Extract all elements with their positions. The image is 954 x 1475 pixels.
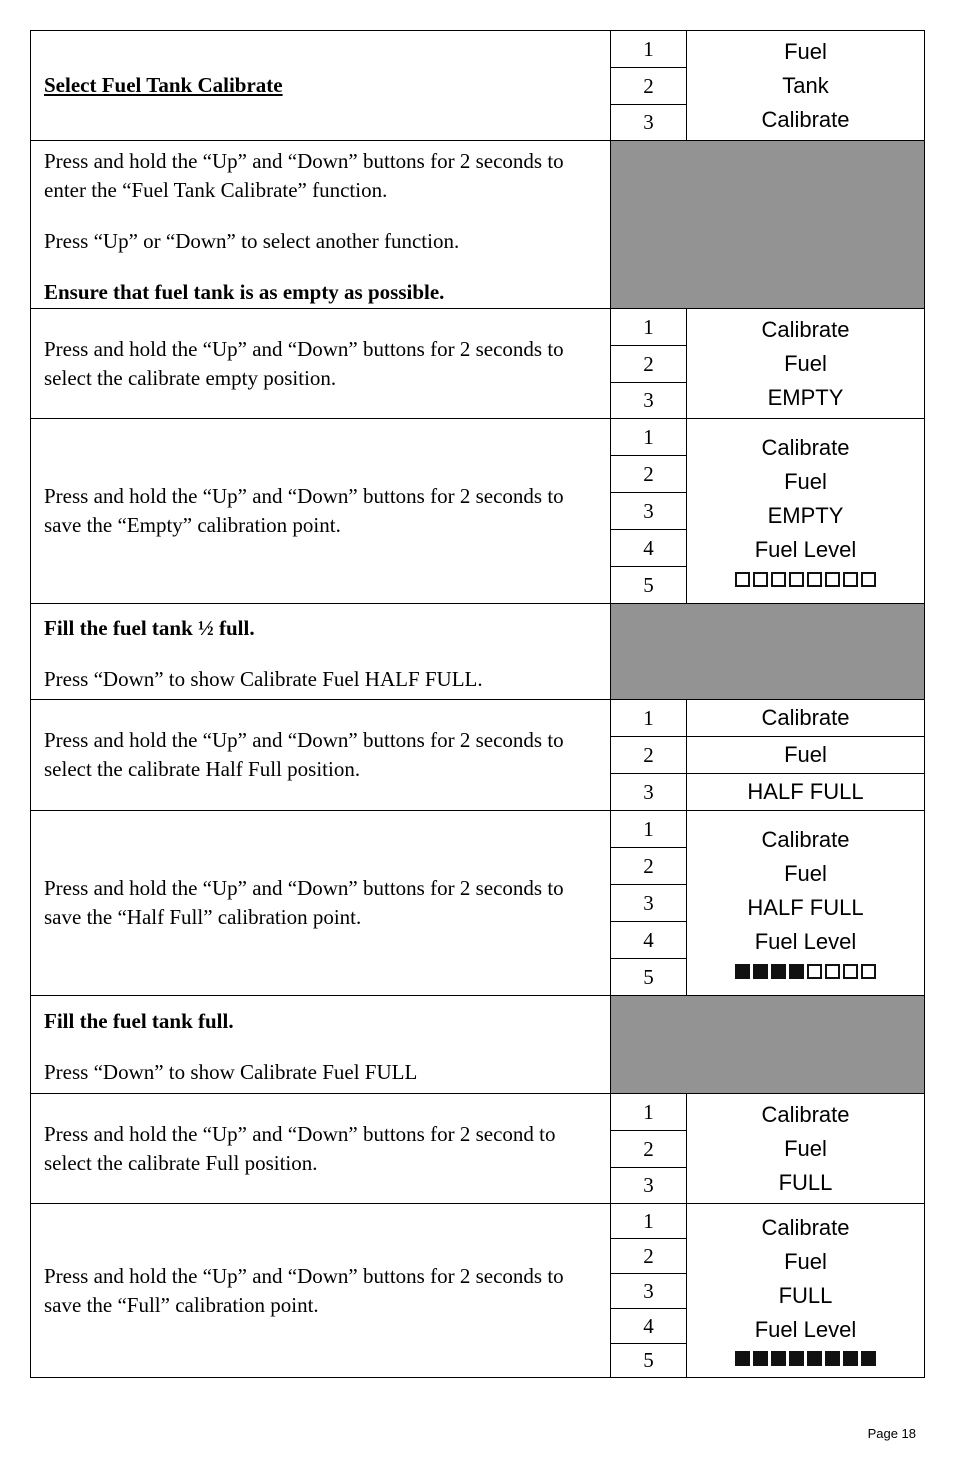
gauge-segment-empty [807, 572, 822, 587]
shaded-cell [611, 996, 925, 1094]
gauge-segment-empty [807, 964, 822, 979]
display-text: Calibrate [761, 106, 850, 132]
gauge-segment-filled [843, 1351, 858, 1366]
instruction-text: Fill the fuel tank ½ full. [44, 615, 255, 640]
display-line-number: 5 [611, 959, 687, 996]
display-text: Fuel Level [754, 929, 857, 954]
display-line-number: 1 [611, 31, 687, 68]
gauge-segment-filled [735, 1351, 750, 1366]
display-line-number: 2 [611, 1239, 687, 1274]
display-line-number: 3 [611, 493, 687, 530]
gauge-segment-filled [861, 1351, 876, 1366]
display-line-number: 3 [611, 383, 687, 419]
step-description: Press and hold the “Up” and “Down” buttons for 2 seconds to save the “Full” calibration point. [31, 1204, 611, 1378]
display-line-number: 4 [611, 530, 687, 567]
step-description [31, 604, 611, 700]
gauge-segment-empty [735, 572, 750, 587]
display-readout [687, 419, 925, 604]
display-line-number: 2 [611, 68, 687, 105]
step-row [31, 604, 925, 700]
display-line-number: 2 [611, 848, 687, 885]
display-readout [687, 309, 925, 419]
fuel-level-gauge [687, 567, 924, 591]
step-description: Press and hold the “Up” and “Down” buttons for 2 seconds to save the “Empty” calibration point. [31, 419, 611, 604]
display-line-number: 3 [611, 1274, 687, 1309]
display-text: Fuel [784, 38, 827, 64]
display-text: FULL [778, 1169, 833, 1195]
step-description: Press and hold the “Up” and “Down” buttons for 2 seconds to select the calibrate empty position. [31, 309, 611, 419]
gauge-segment-filled [807, 1351, 822, 1366]
display-text: Fuel [687, 737, 925, 774]
step-description: Press and hold the “Up” and “Down” buttons for 2 second to select the calibrate Full position. [31, 1094, 611, 1204]
gauge-segment-empty [753, 572, 768, 587]
shaded-cell [611, 141, 925, 309]
gauge-segment-filled [753, 964, 768, 979]
instruction-text: Ensure that fuel tank is as empty as possible. [44, 279, 445, 304]
step-description [31, 141, 611, 309]
step-row [31, 419, 925, 456]
display-text: HALF FULL [747, 895, 864, 920]
step-row [31, 1204, 925, 1239]
page-number: Page 18 [867, 1426, 916, 1441]
display-text: EMPTY [767, 384, 844, 410]
display-line-number: 5 [611, 1344, 687, 1378]
gauge-segment-empty [771, 572, 786, 587]
display-line-number: 1 [611, 1094, 687, 1131]
step-row [31, 141, 925, 309]
gauge-segment-filled [771, 1351, 786, 1366]
calibration-steps-table [30, 30, 925, 1378]
instruction-text: Press and hold the “Up” and “Down” buttons for 2 seconds to enter the “Fuel Tank Calibrate” function. [44, 148, 564, 202]
display-line-number: 3 [611, 885, 687, 922]
gauge-segment-empty [861, 964, 876, 979]
gauge-segment-empty [861, 572, 876, 587]
display-text: Fuel [784, 1248, 827, 1274]
display-text: Calibrate [687, 700, 925, 737]
display-line-number: 2 [611, 737, 687, 774]
instruction-text: Fill the fuel tank full. [44, 1008, 234, 1033]
display-line-number: 1 [611, 700, 687, 737]
gauge-segment-filled [735, 964, 750, 979]
instruction-text: Press “Down” to show Calibrate Fuel FULL [44, 1059, 418, 1084]
gauge-segment-empty [825, 964, 840, 979]
display-line-number: 5 [611, 567, 687, 604]
gauge-segment-empty [825, 572, 840, 587]
step-row [31, 996, 925, 1094]
step-description: Press and hold the “Up” and “Down” buttons for 2 seconds to select the calibrate Half Full position. [31, 700, 611, 811]
display-readout [687, 811, 925, 996]
display-readout [687, 1204, 925, 1378]
step-row [31, 309, 925, 346]
gauge-segment-empty [843, 964, 858, 979]
step-row [31, 700, 925, 737]
display-line-number: 3 [611, 105, 687, 141]
step-row [31, 1094, 925, 1131]
display-text: Calibrate [761, 435, 850, 460]
display-line-number: 1 [611, 419, 687, 456]
gauge-segment-filled [789, 964, 804, 979]
display-readout [687, 31, 925, 141]
gauge-segment-empty [843, 572, 858, 587]
display-text: Fuel [784, 1135, 827, 1161]
display-text: HALF FULL [687, 774, 925, 811]
gauge-segment-filled [825, 1351, 840, 1366]
instruction-text: Press “Up” or “Down” to select another function. [44, 228, 460, 253]
gauge-segment-filled [771, 964, 786, 979]
instruction-text: Press “Down” to show Calibrate Fuel HALF FULL. [44, 666, 483, 691]
display-text: FULL [778, 1282, 833, 1308]
display-readout [687, 1094, 925, 1204]
display-line-number: 1 [611, 309, 687, 346]
display-line-number: 4 [611, 1309, 687, 1344]
display-line-number: 2 [611, 456, 687, 493]
gauge-segment-filled [789, 1351, 804, 1366]
display-line-number: 1 [611, 811, 687, 848]
display-text: Calibrate [761, 1101, 850, 1127]
display-text: Fuel Level [754, 537, 857, 562]
display-text: Calibrate [761, 316, 850, 342]
display-text: Fuel [784, 861, 827, 886]
step-description [31, 31, 611, 141]
shaded-cell [611, 604, 925, 700]
display-line-number: 4 [611, 922, 687, 959]
step-description: Press and hold the “Up” and “Down” buttons for 2 seconds to save the “Half Full” calibration point. [31, 811, 611, 996]
display-text: Fuel [784, 469, 827, 494]
section-title: Select Fuel Tank Calibrate [44, 73, 283, 97]
step-description [31, 996, 611, 1094]
display-text: Calibrate [761, 1214, 850, 1240]
fuel-level-gauge [687, 959, 924, 983]
gauge-segment-empty [789, 572, 804, 587]
display-line-number: 2 [611, 346, 687, 383]
display-text: Fuel [784, 350, 827, 376]
display-line-number: 3 [611, 774, 687, 811]
display-text: Fuel Level [754, 1316, 857, 1342]
gauge-segment-filled [753, 1351, 768, 1366]
display-text: EMPTY [767, 503, 844, 528]
display-text: Calibrate [761, 827, 850, 852]
display-line-number: 3 [611, 1168, 687, 1204]
step-row [31, 31, 925, 68]
display-text: Tank [782, 72, 829, 98]
step-row [31, 811, 925, 848]
display-line-number: 1 [611, 1204, 687, 1239]
display-line-number: 2 [611, 1131, 687, 1168]
fuel-level-gauge [687, 1347, 924, 1371]
